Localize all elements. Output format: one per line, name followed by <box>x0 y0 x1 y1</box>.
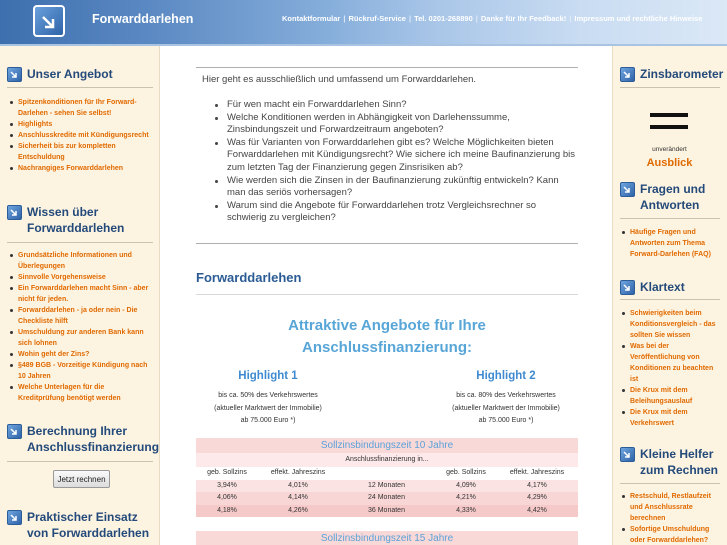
divider <box>620 299 720 300</box>
divider <box>620 483 720 484</box>
box-title-kleine-helfer: Kleine Helfer zum Rechnen <box>620 446 724 478</box>
table-cell: 4,09% <box>456 481 476 489</box>
list-item: Welche Konditionen werden in Abhängigkeit von Darlehenssumme, Zinsbindungszeit und Forwardzeitraum angeboten? <box>212 112 578 137</box>
highlight-2-line1: bis ca. 80% des Verkehrswertes <box>456 392 556 399</box>
link-checkliste[interactable]: Forwarddarlehen - ja oder nein - Die Checkliste hilft <box>9 305 149 327</box>
table-cell: 4,01% <box>288 481 308 489</box>
link-beleihungsauslauf[interactable]: Die Krux mit dem Beleihungsauslauf <box>621 385 717 407</box>
link-sofortige-umschuldung[interactable]: Sofortige Umschuldung oder Forwarddarlehen? <box>621 524 717 545</box>
table-cell: 4,21% <box>456 494 476 501</box>
link-nachrangiges[interactable]: Nachrangiges Forwarddarlehen <box>9 163 149 174</box>
table-cell: 3,94% <box>217 481 237 489</box>
table-cell: 4,42% <box>527 506 547 514</box>
table-cell: 4,17% <box>527 481 547 489</box>
nav-contact-form[interactable]: Kontaktformular <box>282 14 341 23</box>
list-item: Was für Varianten von Forwarddarlehen gibt es? Welche Möglichkeiten bieten Forwarddarlehen mit Kündigungsrecht? Wie sichere ich meine Baufinanzierung bis zum letzten Tag der Finanzierung gegen Zinsrisiken ab? <box>212 137 578 175</box>
link-list-fragen <box>621 227 717 260</box>
table-cell: 4,06% <box>217 494 237 501</box>
box-title-zinsbarometer: Zinsbarometer <box>620 66 723 82</box>
link-sicherheit[interactable]: Sicherheit bis zur kompletten Entschuldung <box>9 141 149 163</box>
site-title: Forwarddarlehen <box>92 12 194 26</box>
divider <box>196 243 578 244</box>
arrow-icon <box>7 510 22 525</box>
table-cell: 4,18% <box>217 506 237 514</box>
arrow-icon <box>620 182 635 197</box>
rate-table-subtitle: Anschlussfinanzierung in... <box>196 453 578 467</box>
rate-table-10-years <box>196 438 578 517</box>
question-list <box>212 99 578 225</box>
list-item: Für wen macht ein Forwarddarlehen Sinn? <box>212 99 578 112</box>
highlight-2-title: Highlight 2 <box>476 370 536 382</box>
offers-title-line2: Anschlussfinanzierung: <box>301 339 473 356</box>
list-item: Warum sind die Angebote für Forwarddarlehen trotz Vergleichsrechner so schwierig zu vergleichen? <box>212 200 578 225</box>
highlight-1-line2: (aktueller Marktwert der Immobilie) <box>214 404 322 412</box>
arrow-icon <box>7 205 22 220</box>
table-row <box>196 505 578 518</box>
box-title-praktischer-einsatz: Praktischer Einsatz von Forwarddarlehen <box>7 509 159 541</box>
equals-icon <box>650 113 688 137</box>
divider <box>7 461 153 462</box>
logo-icon[interactable] <box>33 5 65 37</box>
link-veroeffentlichung[interactable]: Was bei der Veröffentlichung von Konditionen zu beachten ist <box>621 341 717 385</box>
calculate-button[interactable]: Jetzt rechnen <box>53 470 110 488</box>
divider <box>196 67 578 68</box>
link-faq[interactable]: Häufige Fragen und Antworten zum Thema Forward-Darlehen (FAQ) <box>621 227 717 260</box>
highlight-2-line2: (aktueller Marktwert der Immobilie) <box>452 404 560 412</box>
column-header: effekt. Jahreszins <box>270 469 326 476</box>
arrow-icon <box>620 280 635 295</box>
rate-table-15-years <box>196 531 578 545</box>
link-list-helfer <box>621 491 717 545</box>
arrow-icon <box>7 424 22 439</box>
column-header: effekt. Jahreszins <box>509 469 565 476</box>
top-nav: Kontaktformular | Rückruf-Service | Tel. 0201-268890 | Danke für Ihr Feedback! | Impressum und rechtliche Hinweise <box>282 14 703 23</box>
nav-feedback[interactable]: Danke für Ihr Feedback! <box>480 14 567 23</box>
section-heading: Forwarddarlehen <box>196 270 302 285</box>
link-zins[interactable]: Wohin geht der Zins? <box>9 349 149 360</box>
highlight-2-text <box>431 390 581 428</box>
box-title-fragen: Fragen und Antworten <box>620 181 724 213</box>
highlight-1-line3: ab 75.000 Euro *) <box>240 417 296 424</box>
link-schwierigkeiten[interactable]: Schwierigkeiten beim Konditionsvergleich - das sollten Sie wissen <box>621 308 717 341</box>
box-title-klartext: Klartext <box>620 279 685 295</box>
arrow-icon <box>620 67 635 82</box>
divider <box>620 87 720 88</box>
barometer-link[interactable]: Ausblick <box>646 157 693 169</box>
box-title-unser-angebot: Unser Angebot <box>7 66 113 82</box>
table-cell: 4,26% <box>288 506 308 514</box>
highlight-2-line3: ab 75.000 Euro *) <box>478 417 534 424</box>
link-489-bgb[interactable]: §489 BGB - Vorzeitige Kündigung nach 10 Jahren <box>9 360 149 382</box>
link-macht-sinn[interactable]: Ein Forwarddarlehen macht Sinn - aber nicht für jeden. <box>9 283 149 305</box>
box-title-berechnung: Berechnung Ihrer Anschlussfinanzierung <box>7 423 159 455</box>
barometer-status: unverändert <box>652 146 687 153</box>
list-item: Wie werden sich die Zinsen in der Baufinanzierung zukünftig entwickeln? Kann man das seriös vorhersagen? <box>212 175 578 200</box>
rate-table-title: Sollzinsbindungszeit 10 Jahre <box>196 438 578 453</box>
column-header: geb. Sollzins <box>207 469 247 476</box>
box-title-wissen: Wissen über Forwarddarlehen <box>7 204 157 236</box>
nav-imprint[interactable]: Impressum und rechtliche Hinweise <box>574 14 703 23</box>
table-cell: 4,33% <box>456 506 476 514</box>
link-unterlagen[interactable]: Welche Unterlagen für die Kreditprüfung benötigt werden <box>9 382 149 404</box>
highlight-1-text <box>193 390 343 428</box>
link-vorgehensweise[interactable]: Sinnvolle Vorgehensweise <box>9 272 149 283</box>
arrow-icon <box>7 67 22 82</box>
offers-title <box>196 315 578 359</box>
link-restschuld[interactable]: Restschuld, Restlaufzeit und Anschlussrate berechnen <box>621 491 717 524</box>
divider <box>7 242 153 243</box>
table-row <box>196 492 578 505</box>
table-cell: 4,29% <box>527 494 547 501</box>
table-cell: 36 Monaten <box>368 506 405 514</box>
link-grundsaetzliche[interactable]: Grundsätzliche Informationen und Überlegungen <box>9 250 149 272</box>
divider <box>7 87 153 88</box>
nav-phone[interactable]: Tel. 0201-268890 <box>414 14 473 23</box>
highlight-1-title: Highlight 1 <box>238 370 298 382</box>
intro-text: Hier geht es ausschließlich und umfassend um Forwarddarlehen. <box>202 74 477 85</box>
table-cell: 12 Monaten <box>368 481 405 489</box>
table-cell: 4,14% <box>288 494 308 501</box>
link-highlights[interactable]: Highlights <box>9 119 149 130</box>
header <box>0 0 727 44</box>
link-verkehrswert[interactable]: Die Krux mit dem Verkehrswert <box>621 407 717 429</box>
link-umschuldung[interactable]: Umschuldung zur anderen Bank kann sich lohnen <box>9 327 149 349</box>
highlight-1-line1: bis ca. 50% des Verkehrswertes <box>218 392 318 399</box>
rate-table-title: Sollzinsbindungszeit 15 Jahre <box>196 531 578 545</box>
link-list-wissen <box>9 250 149 404</box>
divider <box>196 294 578 295</box>
nav-callback-service[interactable]: Rückruf-Service <box>348 14 406 23</box>
link-anschlusskredite[interactable]: Anschlusskredite mit Kündigungsrecht <box>9 130 149 141</box>
table-row <box>196 480 578 493</box>
divider <box>620 218 720 219</box>
link-spitzenkonditionen[interactable]: Spitzenkonditionen für Ihr Forward-Darlehen - sehen Sie selbst! <box>9 97 149 119</box>
table-cell: 24 Monaten <box>368 494 405 501</box>
column-header: geb. Sollzins <box>446 469 486 476</box>
link-list-klartext <box>621 308 717 429</box>
offers-title-line1: Attraktive Angebote für Ihre <box>288 317 486 334</box>
arrow-icon <box>620 447 635 462</box>
link-list-angebot <box>9 97 149 174</box>
table-header-row <box>196 467 578 480</box>
